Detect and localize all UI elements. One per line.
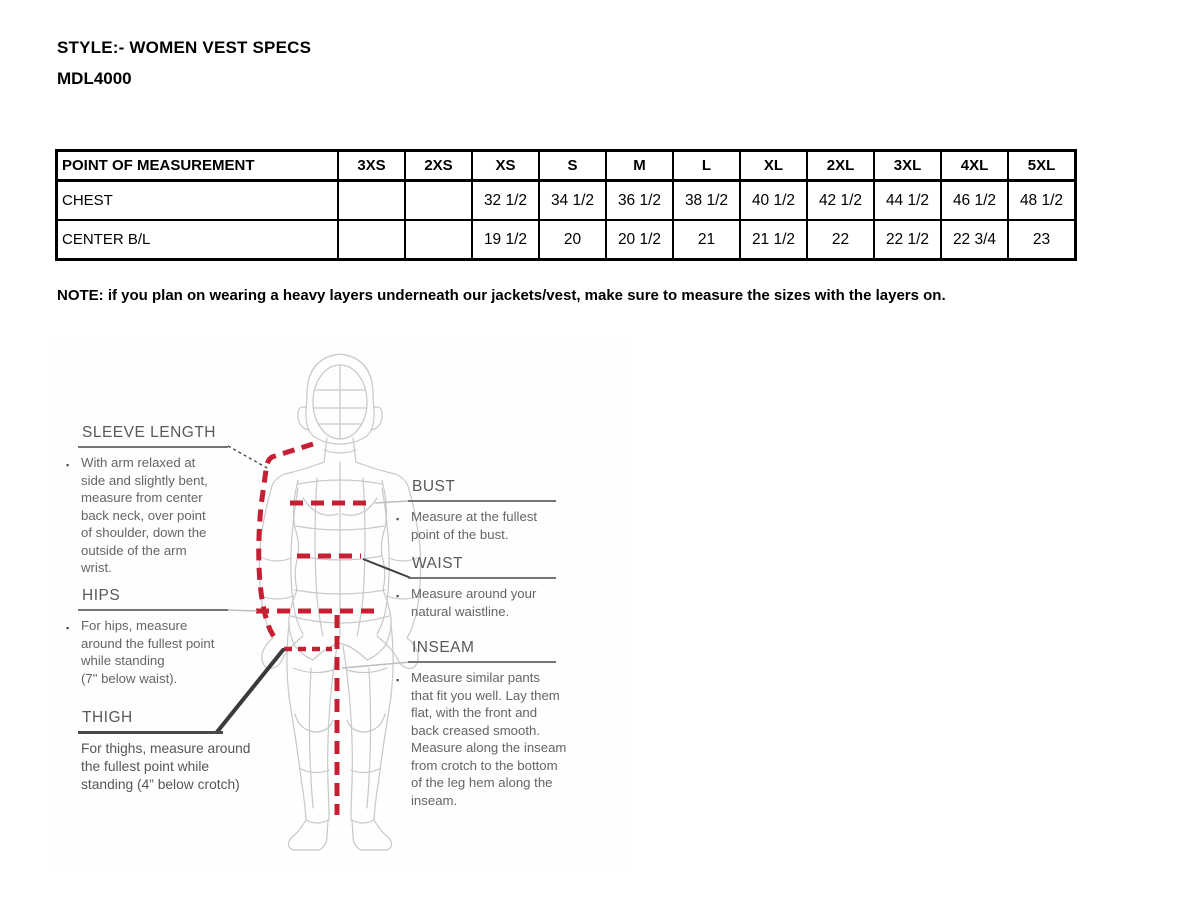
section-underline: [408, 500, 556, 502]
table-row: [57, 220, 1076, 260]
row-label-cell: CENTER B/L: [57, 220, 339, 260]
size-table: [55, 149, 1077, 261]
bust-leader-line: [375, 501, 409, 503]
table-cell: [405, 181, 472, 221]
section-description: ▪ With arm relaxed at side and slightly bent, measure from center back neck, over point of shoulder, down the outside of the arm wrist.: [66, 455, 208, 575]
section-underline: [408, 577, 556, 579]
section-underline: [78, 609, 228, 611]
table-header-cell: 2XL: [807, 151, 874, 181]
section-title: SLEEVE LENGTH: [82, 424, 216, 441]
table-cell: 36 1/2: [606, 181, 673, 221]
section-underline: [78, 731, 223, 734]
section-description: For thighs, measure around the fullest point while standing (4” below crotch): [81, 741, 251, 792]
table-header-cell: XS: [472, 151, 539, 181]
square-bullet-icon: ▪: [66, 460, 70, 470]
section-underline: [78, 446, 228, 448]
section-description: ▪ Measure similar pants that fit you well. Lay them flat, with the front and back creased smooth. Measure along the inseam from crotch to the bottom of the leg hem along the inseam.: [396, 670, 567, 808]
table-header-cell: S: [539, 151, 606, 181]
square-bullet-icon: ▪: [66, 623, 70, 633]
table-cell: 23: [1008, 220, 1076, 260]
table-cell: [338, 181, 405, 221]
measurement-section-bust: [396, 478, 563, 543]
table-header-cell: 2XS: [405, 151, 472, 181]
table-cell: 46 1/2: [941, 181, 1008, 221]
inseam-leader-line: [342, 662, 411, 668]
measurement-section-sleeve-length: [66, 424, 248, 577]
table-cell: 19 1/2: [472, 220, 539, 260]
table-cell: 44 1/2: [874, 181, 941, 221]
section-description: ▪ Measure around your natural waistline.: [396, 586, 537, 619]
measurement-section-hips: [66, 587, 253, 687]
table-header-cell: L: [673, 151, 740, 181]
table-cell: 22: [807, 220, 874, 260]
table-cell: [405, 220, 472, 260]
measurement-section-waist: [396, 555, 563, 620]
table-cell: 21: [673, 220, 740, 260]
square-bullet-icon: ▪: [396, 675, 400, 685]
row-label-cell: CHEST: [57, 181, 339, 221]
style-title: STYLE:- WOMEN VEST SPECS: [57, 38, 312, 57]
model-number: MDL4000: [57, 69, 132, 88]
table-cell: 20: [539, 220, 606, 260]
measurement-section-inseam: [396, 639, 568, 809]
section-underline: [408, 661, 556, 663]
table-cell: 32 1/2: [472, 181, 539, 221]
table-header-cell: 3XL: [874, 151, 941, 181]
measurement-diagram: [55, 338, 625, 866]
table-header-cell: XL: [740, 151, 807, 181]
document-header: [57, 38, 311, 89]
table-cell: 34 1/2: [539, 181, 606, 221]
table-cell: 48 1/2: [1008, 181, 1076, 221]
section-title: INSEAM: [412, 639, 475, 656]
table-cell: 21 1/2: [740, 220, 807, 260]
section-description: ▪ For hips, measure around the fullest point while standing (7" below waist).: [66, 618, 215, 686]
table-header-row: [57, 151, 1076, 181]
table-cell: 22 3/4: [941, 220, 1008, 260]
square-bullet-icon: ▪: [396, 591, 400, 601]
section-description: ▪ Measure at the fullest point of the bust.: [396, 509, 538, 542]
table-cell: 38 1/2: [673, 181, 740, 221]
table-cell: 40 1/2: [740, 181, 807, 221]
table-header-cell: 4XL: [941, 151, 1008, 181]
section-title: THIGH: [82, 709, 133, 726]
section-title: BUST: [412, 478, 456, 495]
waist-leader-line: [363, 559, 411, 578]
section-title: HIPS: [82, 587, 121, 604]
measurement-section-thigh: [78, 709, 263, 794]
table-row: [57, 181, 1076, 221]
table-header-cell: 5XL: [1008, 151, 1076, 181]
table-cell: [338, 220, 405, 260]
section-title: WAIST: [412, 555, 464, 572]
note-text: NOTE: if you plan on wearing a heavy layers underneath our jackets/vest, make sure to measure the sizes with the layers on.: [57, 287, 946, 304]
table-header-cell: M: [606, 151, 673, 181]
table-cell: 42 1/2: [807, 181, 874, 221]
table-cell: 22 1/2: [874, 220, 941, 260]
table-header-cell: POINT OF MEASUREMENT: [57, 151, 339, 181]
table-header-cell: 3XS: [338, 151, 405, 181]
table-cell: 20 1/2: [606, 220, 673, 260]
square-bullet-icon: ▪: [396, 514, 400, 524]
